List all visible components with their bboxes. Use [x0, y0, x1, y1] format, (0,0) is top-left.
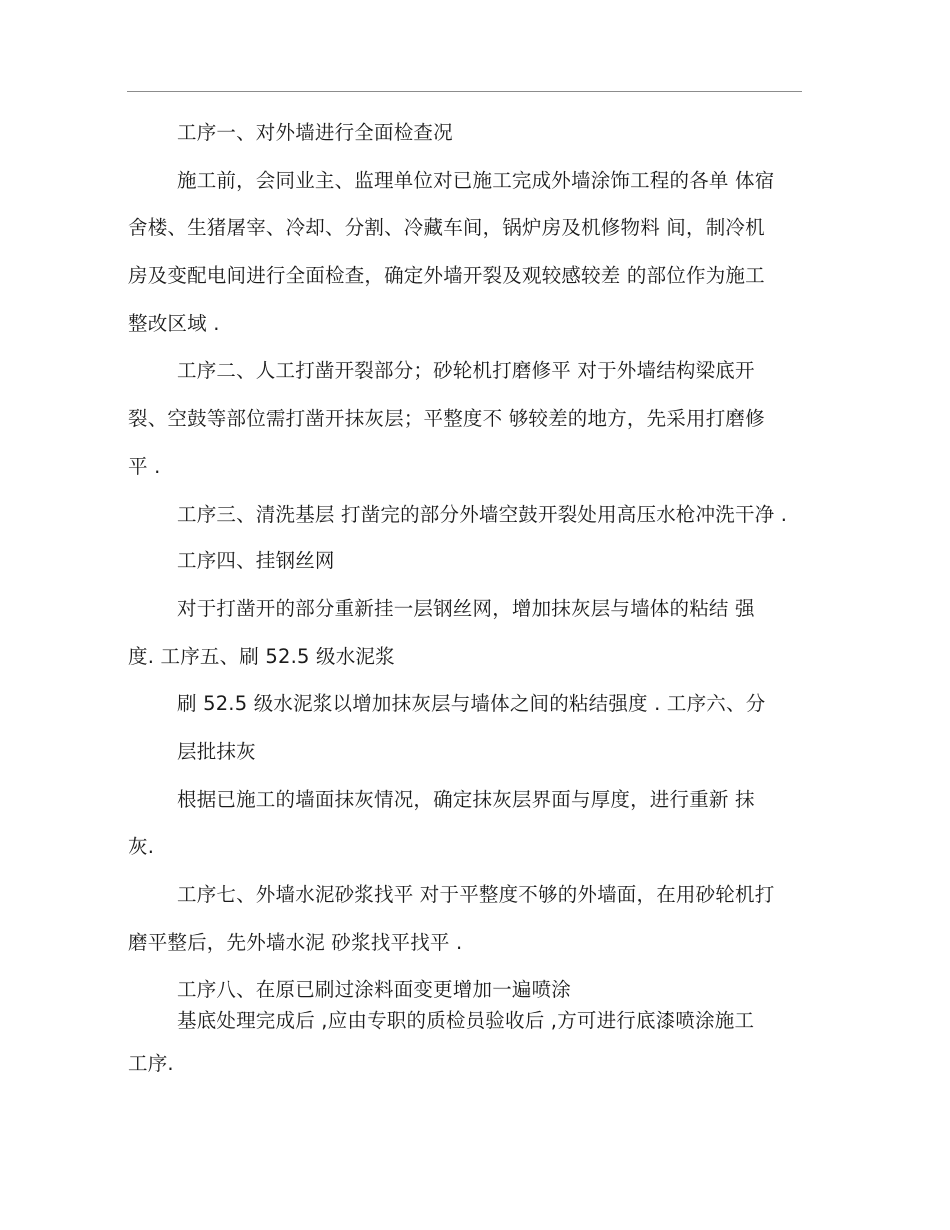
paragraph-line: 工序.	[128, 1052, 174, 1075]
paragraph-line: 对于打凿开的部分重新挂一层钢丝网，增加抹灰层与墙体的粘结 强	[177, 597, 755, 620]
step-6-heading: 层批抹灰	[177, 740, 256, 763]
step-5-heading: 度. 工序五、刷 52.5 级水泥浆	[128, 645, 395, 668]
paragraph-line: 根据已施工的墙面抹灰情况，确定抹灰层界面与厚度，进行重新 抹	[177, 788, 755, 811]
paragraph-line: 舍楼、生猪屠宰、冷却、分割、冷藏车间，锅炉房及机修物料 间，制冷机	[128, 216, 765, 239]
paragraph-line: 整改区域 .	[128, 312, 220, 335]
step-1-heading: 工序一、对外墙进行全面检查况	[177, 121, 453, 144]
step-8-heading: 工序八、在原已刷过涂料面变更增加一遍喷涂	[177, 978, 572, 1001]
paragraph-line: 平 .	[128, 455, 161, 478]
step-7-heading: 工序七、外墙水泥砂浆找平 对于平整度不够的外墙面，在用砂轮机打	[177, 883, 775, 906]
step-2-heading: 工序二、人工打凿开裂部分；砂轮机打磨修平 对于外墙结构梁底开	[177, 359, 755, 382]
paragraph-line: 施工前，会同业主、监理单位对已施工完成外墙涂饰工程的各单 体宿	[177, 169, 775, 192]
step-4-heading: 工序四、挂钢丝网	[177, 549, 335, 572]
header-rule	[127, 91, 802, 92]
paragraph-line: 刷 52.5 级水泥浆以增加抹灰层与墙体之间的粘结强度 . 工序六、分	[177, 692, 766, 715]
paragraph-line: 基底处理完成后 ,应由专职的质检员验收后 ,方可进行底漆喷涂施工	[177, 1009, 755, 1032]
paragraph-line: 裂、空鼓等部位需打凿开抹灰层；平整度不 够较差的地方，先采用打磨修	[128, 407, 765, 430]
paragraph-line: 房及变配电间进行全面检查，确定外墙开裂及观较感较差 的部位作为施工	[128, 264, 765, 287]
paragraph-line: 磨平整后，先外墙水泥 砂浆找平找平 .	[128, 931, 463, 954]
paragraph-line: 灰.	[128, 835, 155, 858]
step-3-heading: 工序三、清洗基层 打凿完的部分外墙空鼓开裂处用高压水枪冲洗干净 .	[177, 503, 788, 526]
